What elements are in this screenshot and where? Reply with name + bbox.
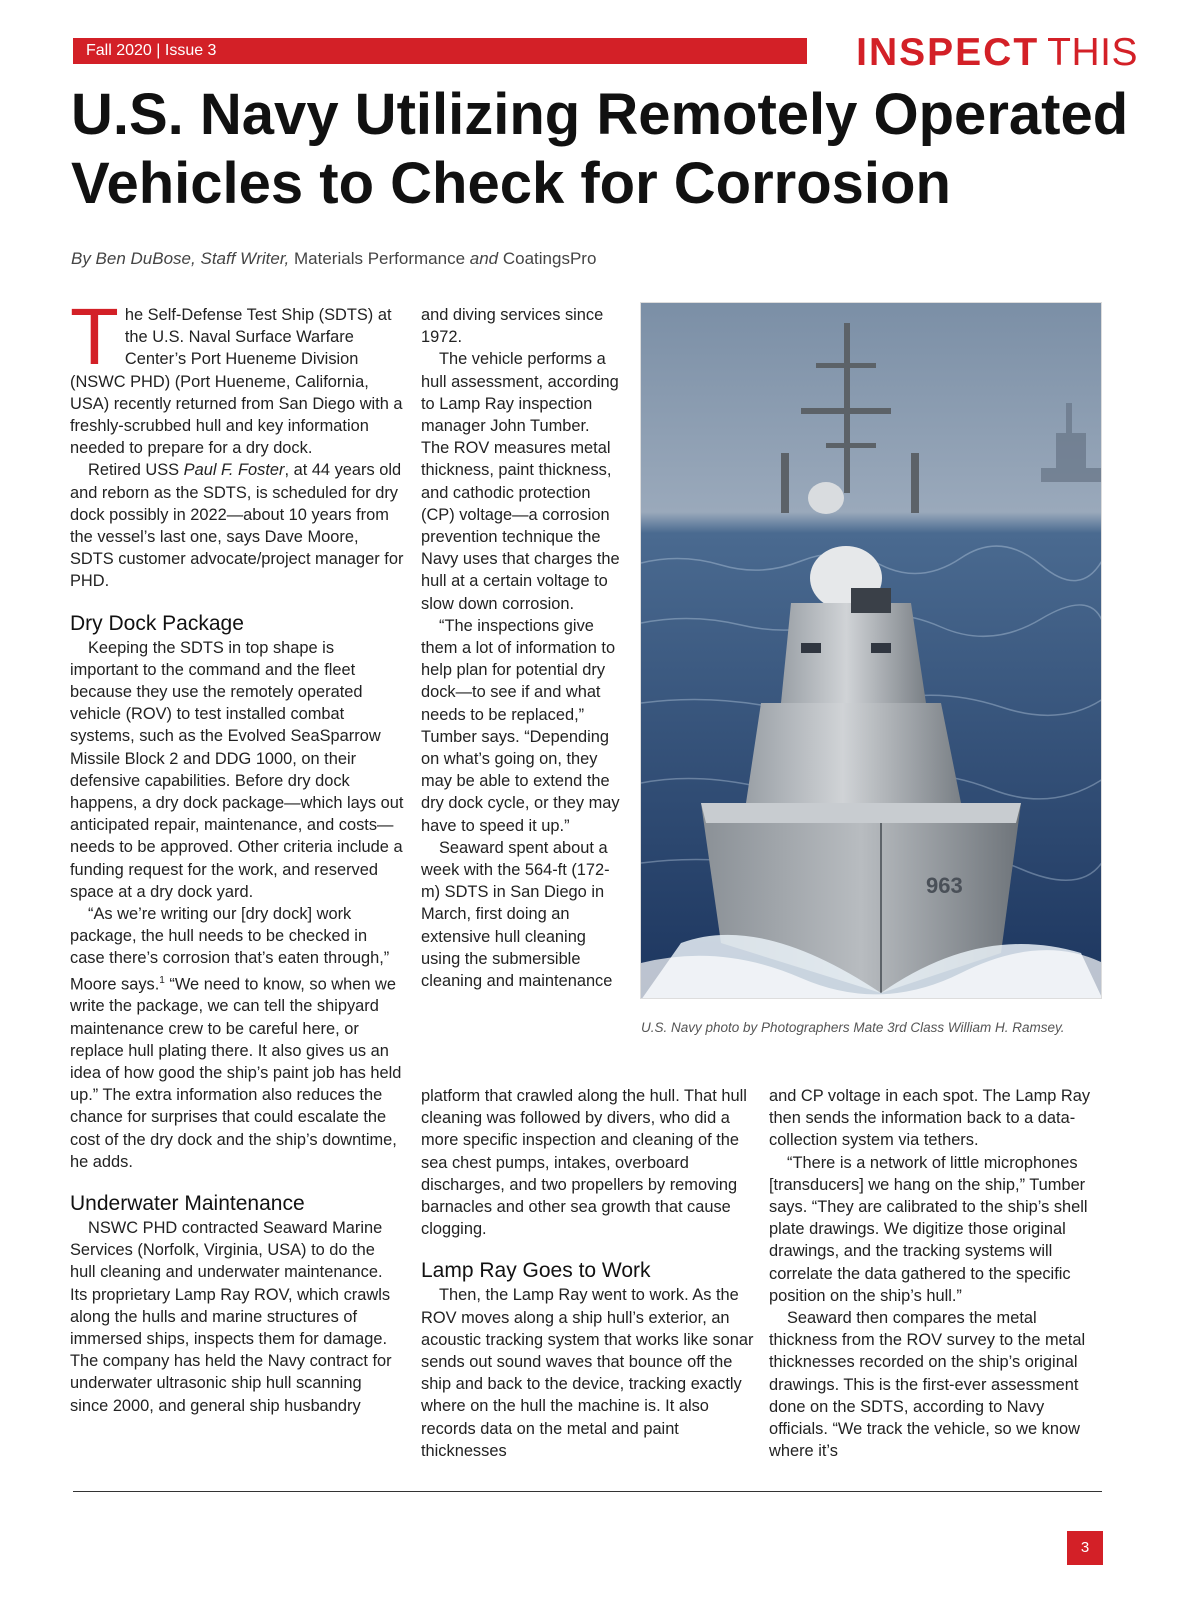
column-3 (769, 1085, 1103, 1462)
ship-name: Paul F. Foster (183, 461, 285, 480)
paragraph: platform that crawled along the hull. That hull cleaning was followed by divers, who did a more specific inspection and cleaning of the sea chest pumps, intakes, overboard discharges, and two propellers by removing barnacles and other sea growth that cause clogging. (421, 1087, 747, 1239)
paragraph: Then, the Lamp Ray went to work. As the ROV moves along a ship hull’s exterior, an acoustic tracking system that works like sonar sends out sound waves that bounce off the ship and back to the device, tracking exactly where on the hull the machine is. It also records data on the metal and paint thicknesses (421, 1286, 754, 1460)
paragraph: “There is a network of little microphones [transducers] we hang on the ship,” Tumber says. “They are calibrated to the ship’s shell plate drawings. We digitize those original drawings, and the tracking systems will correlate the data gathered to the specific position on the ship’s hull.” (769, 1153, 1088, 1305)
byline-author: By Ben DuBose, (71, 249, 196, 268)
paragraph (70, 459, 404, 592)
column-2-top (421, 304, 621, 992)
paragraph: and CP voltage in each spot. The Lamp Ray then sends the information back to a data-collection system via tethers. (769, 1087, 1091, 1150)
column-1 (70, 292, 404, 1417)
paragraph: Seaward then compares the metal thickness from the ROV survey to the metal thicknesses recorded on the ship’s original drawings. This is the first-ever assessment done on the SDTS, according to Navy officials. “We track the vehicle, so we know where it’s (769, 1309, 1086, 1461)
page-number: 3 (1067, 1531, 1103, 1565)
ship-photo (640, 302, 1102, 999)
paragraph (70, 903, 404, 1173)
paragraph: “The inspections give them a lot of information to help plan for potential dry dock—to see if and what needs to be replaced,” Tumber says. “Depending on what’s going on, they may be able to extend the dry dock cycle, or they may have to speed it up.” (421, 616, 620, 835)
photo-caption: U.S. Navy photo by Photographers Mate 3rd Class William H. Ramsey. (641, 1020, 1065, 1035)
byline-role: Staff Writer, (200, 249, 290, 268)
footnote-ref: 1 (159, 974, 165, 986)
brand-logo-bold: INSPECT (856, 31, 1040, 74)
intro-text: he Self-Defense Test Ship (SDTS) at the U.S. Naval Surface Warfare Center’s Port Hueneme Division (NSWC PHD) (Port Hueneme, California, USA) recently returned from San Diego with a freshly-scrubbed hull and key information needed to prepare for a dry dock. (70, 306, 403, 458)
footer-rule (73, 1491, 1102, 1492)
brand-logo (856, 30, 1138, 76)
paragraph: Keeping the SDTS in top shape is important to the command and the fleet because they use the remotely operated vehicle (ROV) to test installed combat systems, such as the Evolved SeaSparrow Missile Block 2 and DDG 1000, on their defensive capabilities. Before dry dock happens, a dry dock package—which lays out anticipated repair, maintenance, and costs—needs to be approved. Other criteria include a funding request for the work, and reserved space at a dry dock yard. (70, 638, 404, 901)
paragraph: and diving services since 1972. (421, 306, 604, 347)
brand-logo-light: THIS (1047, 31, 1138, 74)
paragraph: Seaward spent about a week with the 564-ft (172-m) SDTS in San Diego in March, first doing an extensive hull cleaning using the submersible cleaning and maintenance (421, 838, 613, 991)
text: , at 44 years old and reborn as the SDTS, is scheduled for dry dock possibly in 2022—about 10 years from the vessel’s last one, says Dave Moore, SDTS customer advocate/project manager for PHD. (70, 461, 404, 591)
subhead-lamp-ray: Lamp Ray Goes to Work (421, 1259, 651, 1283)
byline (71, 247, 596, 271)
text: “We need to know, so when we write the package, we can tell the shipyard maintenance crew to be careful here, or replace hull plating there. It also gives us an idea of how good the ship’s paint job has held up.” The extra information also reduces the chance for surprises that could escalate the cost of the dry dock and the ship’s downtime, he adds. (70, 975, 402, 1171)
paragraph: NSWC PHD contracted Seaward Marine Services (Norfolk, Virginia, USA) to do the hull cleaning and underwater maintenance. Its proprietary Lamp Ray ROV, which crawls along the hulls and marine structures of immersed ships, inspects them for damage. The company has held the Navy contract for underwater ultrasonic ship hull scanning since 2000, and general ship husbandry (70, 1218, 392, 1415)
paragraph: The vehicle performs a hull assessment, according to Lamp Ray inspection manager John Tumber. The ROV measures metal thickness, paint thickness, and cathodic protection (CP) voltage—a corrosion prevention technique the Navy uses that charges the hull at a certain voltage to slow down corrosion. (421, 350, 620, 613)
drop-cap: T (70, 292, 119, 381)
intro-paragraph (70, 292, 404, 459)
byline-and: and (469, 249, 499, 268)
subhead-underwater: Underwater Maintenance (70, 1191, 305, 1215)
byline-pub2: CoatingsPro (502, 249, 597, 268)
subhead-dry-dock: Dry Dock Package (70, 611, 244, 635)
text: Retired USS (88, 461, 184, 480)
byline-pub1: Materials Performance (294, 249, 466, 268)
column-2-bottom (421, 1085, 755, 1462)
issue-label: Fall 2020 | Issue 3 (86, 42, 217, 59)
ship-illustration (641, 303, 1102, 999)
article-title: U.S. Navy Utilizing Remotely Operated Vehicles to Check for Corrosion (71, 82, 1129, 216)
hull-number: 963 (926, 873, 963, 898)
text: “As we’re writing our [dry dock] work package, the hull needs to be checked in case there’s corrosion that’s eaten through,” Moore says. (70, 905, 390, 994)
